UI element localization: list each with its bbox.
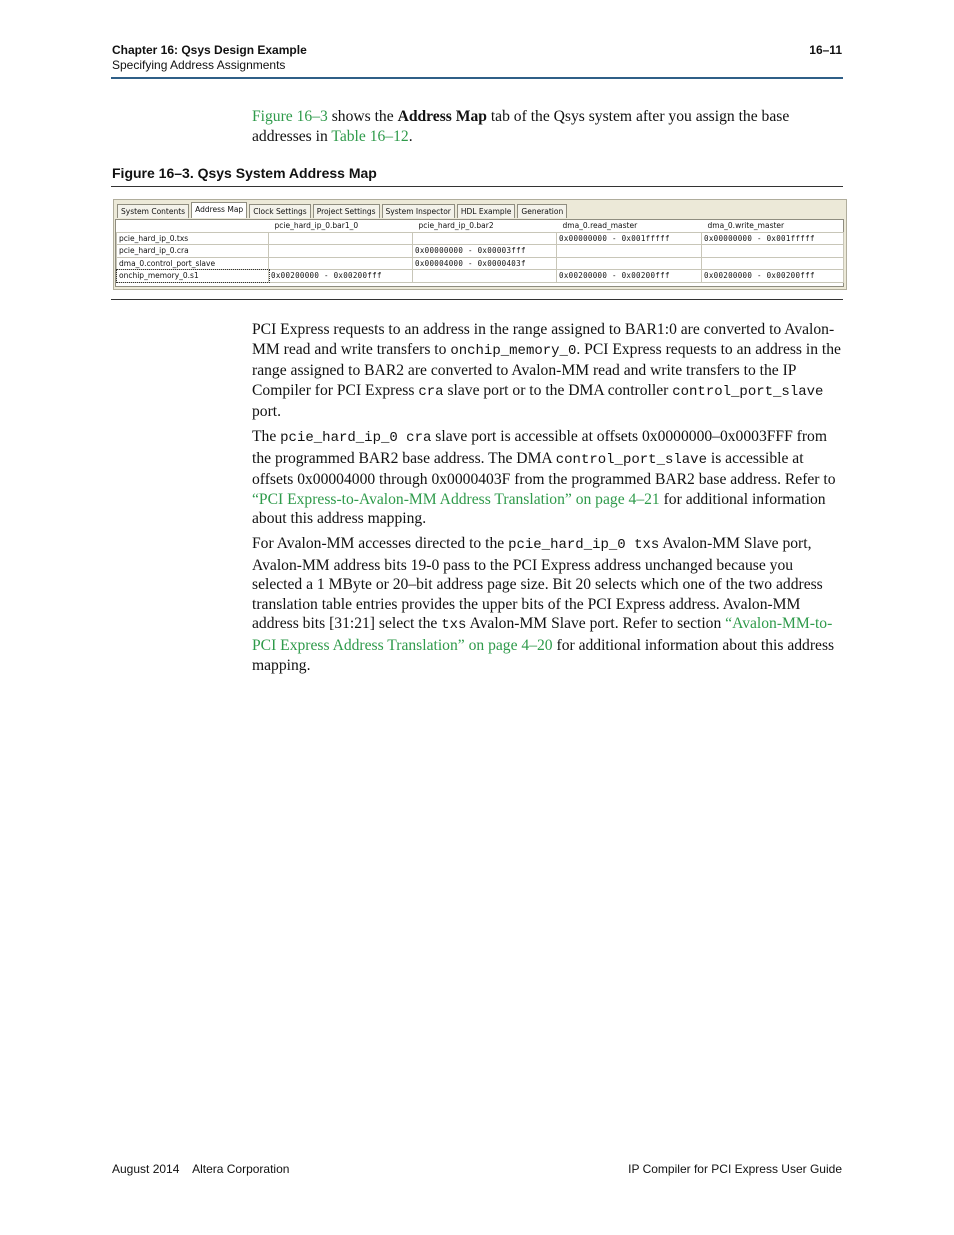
text: Avalon-MM Slave port, Avalon-MM address bits 19-0 pass to the PCI Express address unchanged because you selected a 1 MByte or 20–bit address page size. Bit 20 selects which one of the two address translation table entries provides the upper bits of the PCI Express address. Avalon-MM address bits [31:21] select the bbox=[252, 535, 823, 633]
text: PCI Express requests to an address in the range assigned to BAR1:0 are converted to Avalon-MM read and write transfers to bbox=[252, 321, 835, 358]
text: slave port is accessible at offsets 0x0000000–0x0003FFF from the programmed BAR2 base address. The DMA bbox=[252, 428, 827, 467]
cross-reference-link[interactable]: “PCI Express-to-Avalon-MM Address Translation” on page 4–21 bbox=[252, 490, 660, 508]
column-header: pcie_hard_ip_0.bar2 bbox=[413, 220, 557, 232]
footer-guide-title: IP Compiler for PCI Express User Guide bbox=[628, 1162, 842, 1176]
table-row[interactable] bbox=[117, 245, 844, 258]
tab-project-settings[interactable]: Project Settings bbox=[313, 204, 380, 218]
address-range-cell[interactable] bbox=[557, 257, 702, 270]
slave-name-cell: onchip_memory_0.s1 bbox=[117, 270, 269, 283]
text: for additional information about this address mapping. bbox=[252, 490, 826, 528]
text: The bbox=[252, 428, 281, 445]
address-range-cell[interactable]: 0x00004000 - 0x0000403f bbox=[413, 257, 557, 270]
table-header-row bbox=[117, 220, 844, 232]
code-term: cra bbox=[418, 383, 444, 400]
figure-rule-top bbox=[111, 186, 843, 187]
cross-reference-link[interactable]: “Avalon-MM-to-PCI Express Address Translation” on page 4–20 bbox=[252, 615, 833, 654]
footer-date-company: August 2014 Altera Corporation bbox=[112, 1162, 290, 1176]
bold-term: Address Map bbox=[397, 108, 487, 125]
header-rule bbox=[111, 77, 843, 79]
column-header: pcie_hard_ip_0.bar1_0 bbox=[269, 220, 413, 232]
tab-system-inspector[interactable]: System Inspector bbox=[382, 204, 455, 218]
text: . bbox=[408, 127, 413, 145]
address-range-cell[interactable]: 0x00200000 - 0x00200fff bbox=[702, 270, 844, 283]
address-range-cell[interactable]: 0x00200000 - 0x00200fff bbox=[557, 270, 702, 283]
column-header: dma_0.read_master bbox=[557, 220, 702, 232]
paragraph-txs-translation bbox=[252, 534, 844, 675]
text: shows the bbox=[327, 108, 398, 125]
slave-name-cell: pcie_hard_ip_0.txs bbox=[117, 232, 269, 245]
address-range-cell[interactable] bbox=[413, 232, 557, 245]
text: slave port or to the DMA controller bbox=[443, 381, 673, 399]
running-header-chapter: Chapter 16: Qsys Design Example bbox=[112, 43, 307, 57]
address-range-cell[interactable] bbox=[413, 270, 557, 283]
tab-hdl-example[interactable]: HDL Example bbox=[457, 204, 516, 218]
address-range-cell[interactable]: 0x00000000 - 0x001fffff bbox=[557, 232, 702, 245]
tab-clock-settings[interactable]: Clock Settings bbox=[249, 204, 311, 218]
intro-paragraph bbox=[252, 107, 844, 146]
address-range-cell[interactable]: 0x00200000 - 0x00200fff bbox=[269, 270, 413, 283]
text: For Avalon-MM accesses directed to the bbox=[252, 535, 509, 552]
code-term: control_port_slave bbox=[555, 451, 707, 468]
table-body bbox=[117, 232, 844, 282]
column-header: dma_0.write_master bbox=[702, 220, 844, 232]
figure-caption: Figure 16–3. Qsys System Address Map bbox=[112, 165, 377, 181]
slave-name-cell: dma_0.control_port_slave bbox=[117, 257, 269, 270]
text: port. bbox=[252, 403, 282, 421]
page-number: 16–11 bbox=[809, 43, 842, 57]
text: tab of the Qsys system after you assign the base addresses in bbox=[252, 108, 790, 145]
text: Avalon-MM Slave port. Refer to section bbox=[466, 615, 726, 633]
address-range-cell[interactable]: 0x00000000 - 0x00003fff bbox=[413, 245, 557, 258]
code-term: control_port_slave bbox=[672, 383, 824, 400]
figure-rule-bottom bbox=[111, 299, 843, 300]
tab-address-map[interactable]: Address Map bbox=[191, 202, 247, 218]
running-header-section: Specifying Address Assignments bbox=[112, 58, 286, 72]
code-term: pcie_hard_ip_0 cra bbox=[280, 430, 432, 446]
table-row[interactable] bbox=[117, 257, 844, 270]
code-term: onchip_memory_0 bbox=[450, 342, 577, 359]
qsys-address-map-screenshot bbox=[113, 199, 847, 290]
address-map-table bbox=[116, 220, 844, 283]
text: for additional information about this address mapping. bbox=[252, 636, 835, 674]
code-term: txs bbox=[441, 617, 467, 634]
table-link[interactable]: Table 16–12 bbox=[331, 127, 409, 145]
slave-name-cell: pcie_hard_ip_0.cra bbox=[117, 245, 269, 258]
table-row[interactable] bbox=[117, 270, 844, 283]
column-header bbox=[117, 220, 269, 232]
address-range-cell[interactable] bbox=[557, 245, 702, 258]
paragraph-bar-mapping bbox=[252, 320, 844, 422]
text: . PCI Express requests to an address in the range assigned to BAR2 are converted to Avalon-MM read and write transfers to the IP Compiler for PCI Express bbox=[252, 340, 841, 399]
address-range-cell[interactable] bbox=[269, 257, 413, 270]
address-map-grid bbox=[115, 219, 844, 287]
code-term: pcie_hard_ip_0 txs bbox=[508, 537, 660, 553]
qsys-tab-bar bbox=[117, 204, 569, 218]
address-range-cell[interactable] bbox=[702, 257, 844, 270]
address-range-cell[interactable]: 0x00000000 - 0x001fffff bbox=[702, 232, 844, 245]
figure-link[interactable]: Figure 16–3 bbox=[252, 108, 328, 125]
tab-generation[interactable]: Generation bbox=[517, 204, 567, 218]
address-range-cell[interactable] bbox=[269, 245, 413, 258]
tab-system-contents[interactable]: System Contents bbox=[117, 204, 189, 218]
address-range-cell[interactable] bbox=[269, 232, 413, 245]
address-range-cell[interactable] bbox=[702, 245, 844, 258]
text: is accessible at offsets 0x00004000 through 0x0000403F from the programmed BAR2 base address. Refer to bbox=[252, 449, 836, 489]
paragraph-cra-offsets bbox=[252, 427, 844, 529]
table-row[interactable] bbox=[117, 232, 844, 245]
